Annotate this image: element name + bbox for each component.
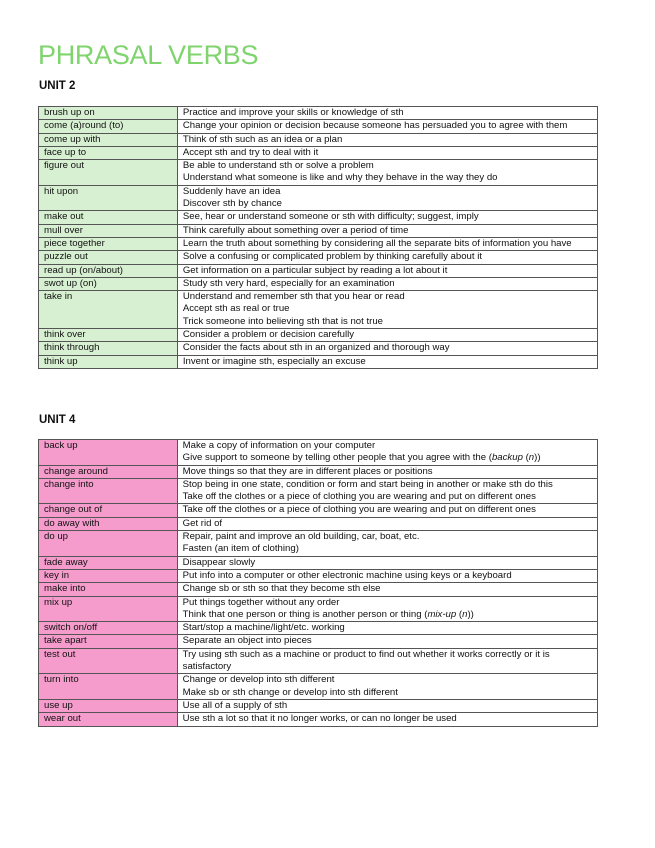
definition-line: Understand and remember sth that you hear or read (182, 291, 405, 303)
phrasal-verb: brush up on (39, 107, 178, 120)
phrasal-verb: mix up (39, 596, 178, 622)
definition-line: Repair, paint and improve an old building, car, boat, etc. (182, 531, 420, 543)
definition-cell (177, 440, 597, 466)
phrasal-verb: use up (39, 699, 178, 712)
table-row (39, 251, 598, 264)
definition-line: Stop being in one state, condition or form and start being in another or make sth do this (182, 478, 553, 490)
table-row (39, 556, 598, 569)
table-row (39, 635, 598, 648)
phrasal-verb: think over (39, 329, 178, 342)
table-row (39, 211, 598, 224)
phrasal-verb: turn into (39, 674, 178, 700)
definition-line: Make a copy of information on your computer (182, 440, 376, 451)
definition-line: Make sb or sth change or develop into sth different (182, 686, 398, 698)
definition-cell (177, 342, 597, 355)
noun-form: backup (491, 452, 523, 464)
definition-line: Suddenly have an idea (182, 185, 281, 197)
phrasal-verb: make into (39, 583, 178, 596)
table-row (39, 355, 598, 368)
definition-line: Change or develop into sth different (182, 674, 335, 686)
table-row (39, 342, 598, 355)
definition-cell (177, 264, 597, 277)
definition-line: Understand what someone is like and why they behave in the way they do (182, 172, 498, 184)
unit2-heading: UNIT 2 (39, 80, 76, 92)
definition-line: Separate an object into pieces (182, 635, 312, 647)
phrasal-verb: make out (39, 211, 178, 224)
table-row (39, 648, 598, 674)
phrasal-verb: wear out (39, 713, 178, 726)
page-title: PHRASAL VERBS (38, 40, 259, 70)
table-row (39, 504, 598, 517)
definition-line: Change your opinion or decision because someone has persuaded you to agree with them (182, 120, 568, 132)
phrasal-verb: think through (39, 342, 178, 355)
noun-marker: n (528, 452, 535, 464)
definition-cell (177, 146, 597, 159)
table-row (39, 465, 598, 478)
definition-cell (177, 185, 597, 211)
table-row (39, 674, 598, 700)
phrasal-verb: mull over (39, 224, 178, 237)
phrasal-verb: come up with (39, 133, 178, 146)
definition-cell (177, 107, 597, 120)
definition-line: Fasten (an item of clothing) (182, 543, 299, 555)
definition-cell (177, 713, 597, 726)
definition-cell (177, 635, 597, 648)
table-row (39, 160, 598, 186)
phrasal-verb: piece together (39, 237, 178, 250)
definition-line: Invent or imagine sth, especially an excuse (182, 355, 366, 367)
definition-line: Accept sth as real or true (182, 303, 290, 315)
definition-line: Be able to understand sth or solve a problem (182, 160, 374, 172)
definition-line: Try using sth such as a machine or product to find out whether it works correctly or it is satisfactory (182, 648, 550, 673)
definition-line: Trick someone into believing sth that is not true (182, 315, 383, 327)
definition-line: Give support to someone by telling other people that you agree with the (backup (n)) (182, 452, 541, 464)
phrasal-verb: test out (39, 648, 178, 674)
definition-cell (177, 251, 597, 264)
table-row (39, 237, 598, 250)
definition-cell (177, 478, 597, 504)
table-row (39, 185, 598, 211)
definition-line: Use all of a supply of sth (182, 699, 288, 711)
phrasal-verb: take in (39, 291, 178, 329)
table-row (39, 699, 598, 712)
table-row (39, 224, 598, 237)
definition-line: Change sb or sth so that they become sth else (182, 583, 381, 595)
definition-cell (177, 224, 597, 237)
phrasal-verb: key in (39, 569, 178, 582)
table-row (39, 713, 598, 726)
table-row (39, 517, 598, 530)
definition-line: Consider a problem or decision carefully (182, 329, 355, 341)
definition-line: Discover sth by chance (182, 198, 283, 210)
phrasal-verb: read up (on/about) (39, 264, 178, 277)
phrasal-verb: do up (39, 531, 178, 557)
definition-line: Get information on a particular subject by reading a lot about it (182, 264, 448, 276)
table-row (39, 264, 598, 277)
definition-line: Start/stop a machine/light/etc. working (182, 622, 345, 634)
definition-cell (177, 504, 597, 517)
definition-line: Take off the clothes or a piece of clothing you are wearing and put on different ones (182, 504, 536, 516)
definition-cell (177, 237, 597, 250)
definition-cell (177, 211, 597, 224)
definition-line: See, hear or understand someone or sth with difficulty; suggest, imply (182, 211, 479, 223)
table-row (39, 133, 598, 146)
definition-line: Think carefully about something over a period of time (182, 224, 409, 236)
definition-line: Use sth a lot so that it no longer works, or can no longer be used (182, 713, 457, 725)
phrasal-verb: back up (39, 440, 178, 466)
table-row (39, 277, 598, 290)
definition-cell (177, 674, 597, 700)
definition-line: Practice and improve your skills or knowledge of sth (182, 107, 404, 118)
definition-line: Disappear slowly (182, 556, 256, 568)
definition-cell (177, 699, 597, 712)
definition-cell (177, 556, 597, 569)
unit4-heading: UNIT 4 (39, 414, 76, 426)
definition-cell (177, 531, 597, 557)
definition-cell (177, 648, 597, 674)
definition-cell (177, 622, 597, 635)
unit4-table-body (39, 440, 598, 727)
table-row (39, 622, 598, 635)
table-row (39, 596, 598, 622)
definition-cell (177, 596, 597, 622)
phrasal-verb: change into (39, 478, 178, 504)
table-row (39, 478, 598, 504)
noun-marker: n (462, 608, 468, 620)
definition-line: Move things so that they are in different places or positions (182, 465, 433, 477)
phrasal-verb: face up to (39, 146, 178, 159)
definition-cell (177, 160, 597, 186)
phrasal-verb: come (a)round (to) (39, 120, 178, 133)
table-row (39, 440, 598, 466)
definition-cell (177, 583, 597, 596)
definition-line: Take off the clothes or a piece of clothing you are wearing and put on different ones (182, 491, 536, 503)
unit4-table (38, 439, 598, 727)
unit2-table-body (39, 107, 598, 369)
phrasal-verb: figure out (39, 160, 178, 186)
definition-cell (177, 569, 597, 582)
definition-cell (177, 355, 597, 368)
unit2-table (38, 106, 598, 369)
noun-form: mix-up (427, 608, 457, 620)
definition-cell (177, 291, 597, 329)
table-row (39, 146, 598, 159)
definition-cell (177, 133, 597, 146)
phrasal-verb: change out of (39, 504, 178, 517)
phrasal-verb: think up (39, 355, 178, 368)
definition-cell (177, 329, 597, 342)
phrasal-verb: switch on/off (39, 622, 178, 635)
table-row (39, 569, 598, 582)
table-row (39, 291, 598, 329)
table-row (39, 583, 598, 596)
phrasal-verb: change around (39, 465, 178, 478)
phrasal-verb: puzzle out (39, 251, 178, 264)
definition-cell (177, 277, 597, 290)
definition-line: Consider the facts about sth in an organized and thorough way (182, 342, 450, 354)
phrasal-verb: hit upon (39, 185, 178, 211)
definition-cell (177, 120, 597, 133)
phrasal-verb: swot up (on) (39, 277, 178, 290)
table-row (39, 107, 598, 120)
definition-line: Study sth very hard, especially for an examination (182, 277, 395, 289)
definition-line: Get rid of (182, 517, 223, 529)
definition-cell (177, 517, 597, 530)
phrasal-verb: take apart (39, 635, 178, 648)
phrasal-verb: fade away (39, 556, 178, 569)
definition-line: Put info into a computer or other electronic machine using keys or a keyboard (182, 569, 512, 581)
definition-cell (177, 465, 597, 478)
table-row (39, 120, 598, 133)
definition-line: Put things together without any order (182, 596, 340, 608)
definition-line: Accept sth and try to deal with it (182, 146, 319, 158)
definition-line: Learn the truth about something by considering all the separate bits of information you have (182, 237, 572, 249)
table-row (39, 329, 598, 342)
definition-line: Think that one person or thing is another person or thing (mix-up (n)) (182, 608, 474, 620)
definition-line: Solve a confusing or complicated problem by thinking carefully about it (182, 251, 483, 263)
definition-line: Think of sth such as an idea or a plan (182, 133, 343, 145)
table-row (39, 531, 598, 557)
phrasal-verb: do away with (39, 517, 178, 530)
